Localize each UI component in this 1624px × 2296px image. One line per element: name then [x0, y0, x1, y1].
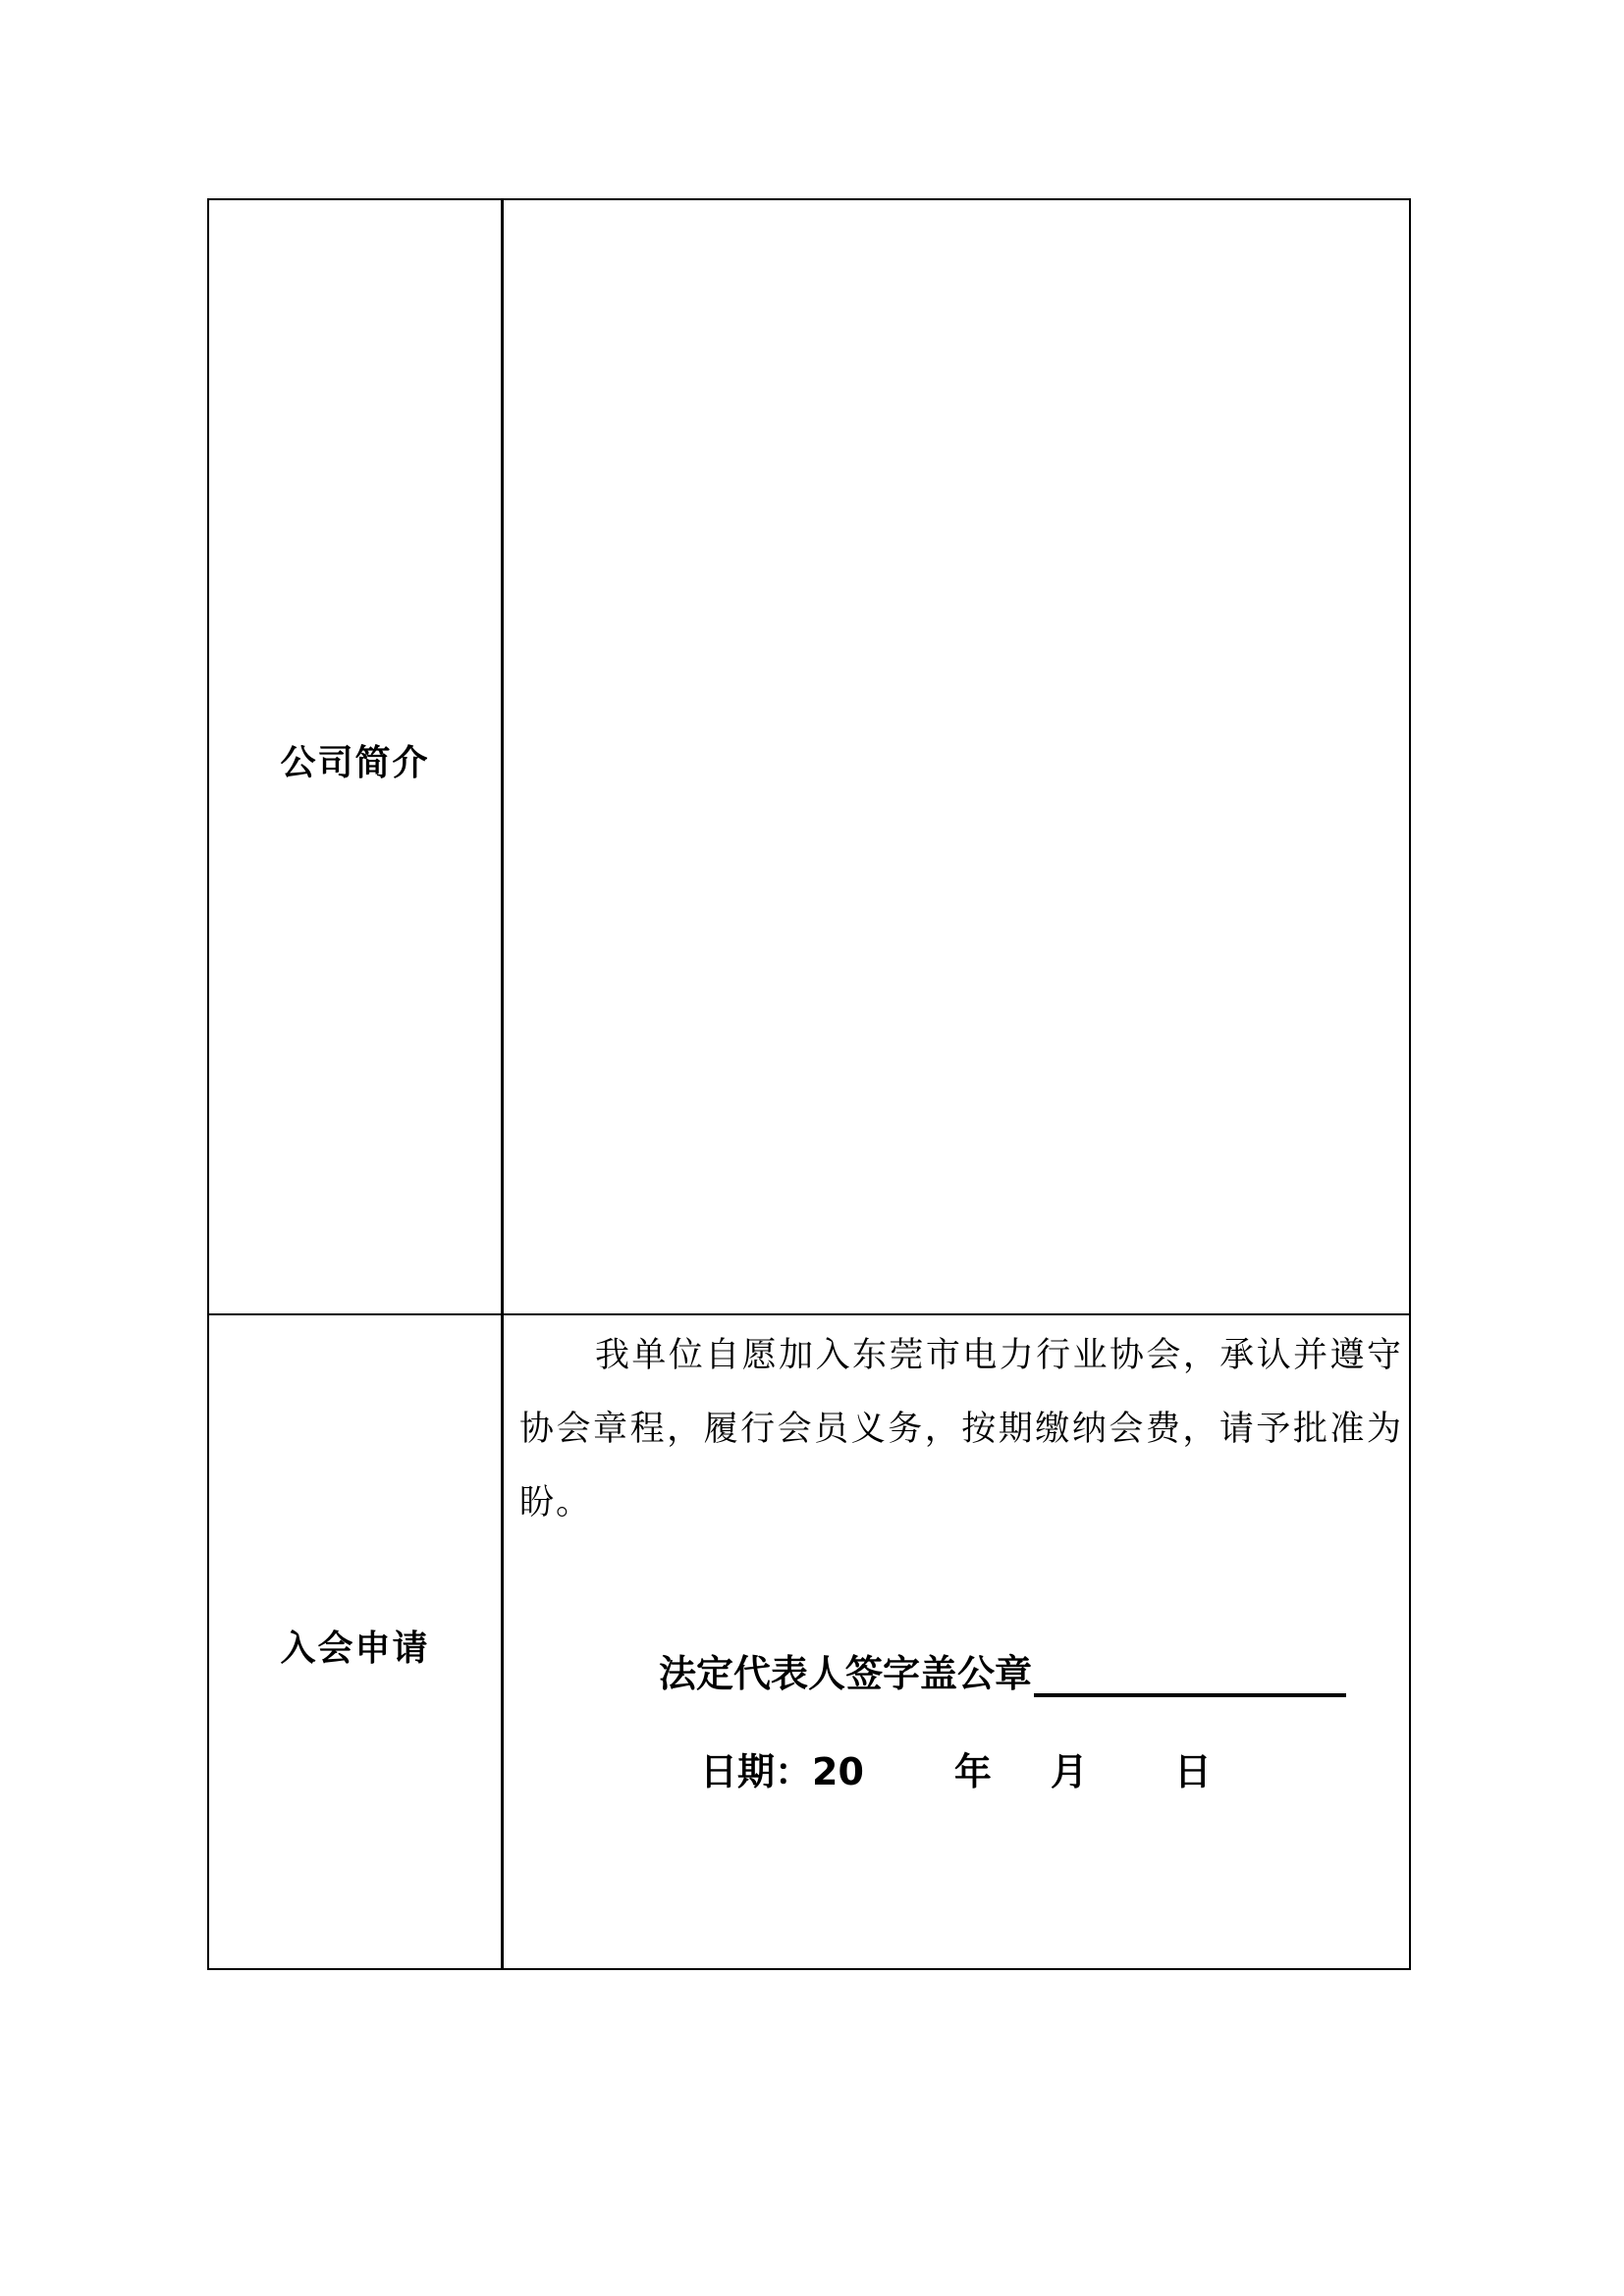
signature-label: 法定代表人签字盖公章	[659, 1652, 1033, 1695]
row-divider	[209, 1313, 1409, 1315]
application-pledge	[519, 1319, 1403, 1540]
membership-application-label: 入会申请	[280, 1629, 430, 1669]
date-row	[700, 1741, 1212, 1795]
date-prefix: 日期：20	[700, 1750, 864, 1793]
date-month-label: 月	[1050, 1750, 1088, 1793]
signature-row	[659, 1643, 1346, 1697]
date-day-label: 日	[1173, 1750, 1212, 1793]
signature-line[interactable]	[1034, 1648, 1346, 1697]
company-profile-label: 公司简介	[280, 743, 430, 783]
date-year-label: 年	[953, 1750, 992, 1793]
column-divider	[501, 200, 504, 1968]
pledge-text: 我单位自愿加入东莞市电力行业协会，承认并遵守协会章程，履行会员义务，按期缴纳会费，请予批准为盼。	[519, 1336, 1403, 1522]
membership-form-table	[207, 198, 1411, 1970]
